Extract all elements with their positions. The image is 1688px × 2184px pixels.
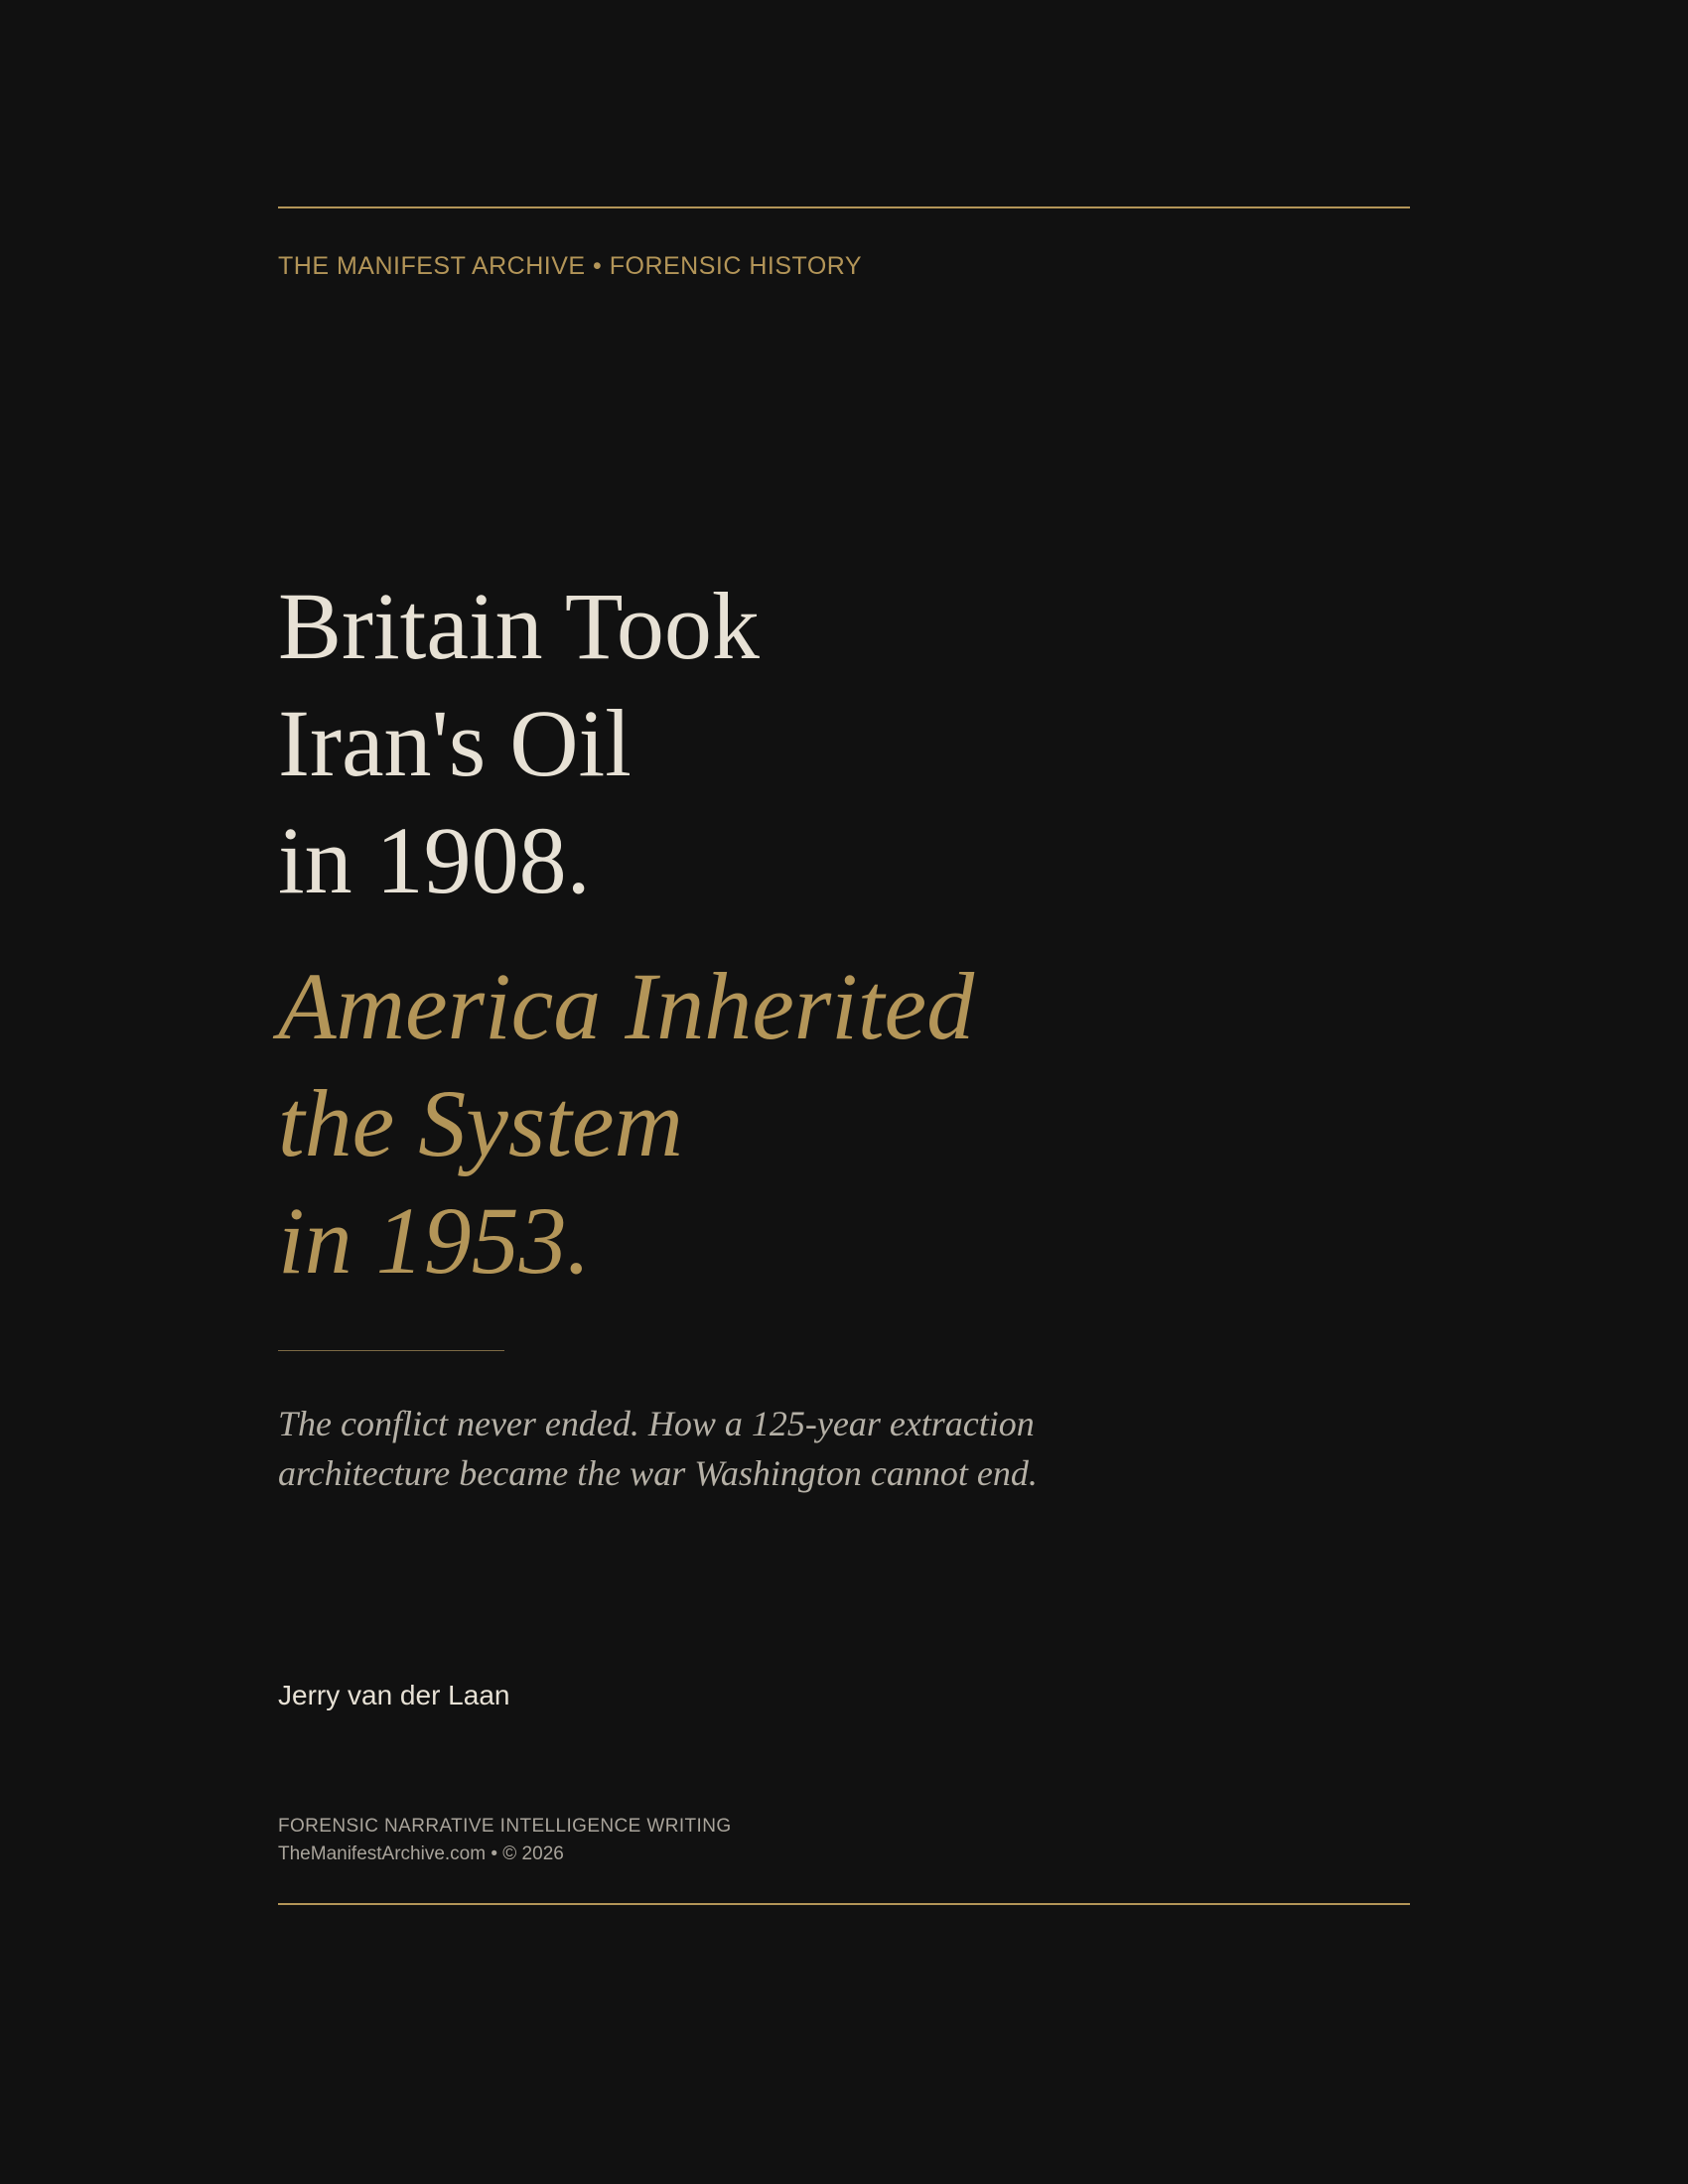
footer-site-copyright: TheManifestArchive.com • © 2026: [278, 1843, 564, 1864]
footer-tagline: FORENSIC NARRATIVE INTELLIGENCE WRITING: [278, 1816, 732, 1837]
author-name: Jerry van der Laan: [278, 1680, 510, 1710]
publication-kicker: THE MANIFEST ARCHIVE • FORENSIC HISTORY: [278, 252, 863, 280]
footer: [278, 1813, 732, 1868]
section-divider: [278, 1350, 504, 1351]
headline-accent-line-2: the System: [278, 1070, 683, 1176]
headline-accent-line-1: America Inherited: [278, 953, 975, 1059]
headline-line-3: in 1908.: [278, 807, 591, 913]
headline-line-2: Iran's Oil: [278, 690, 632, 796]
headline-line-1: Britain Took: [278, 573, 760, 679]
top-divider: [278, 206, 1410, 208]
headline-accent: [278, 948, 974, 1299]
bottom-divider: [278, 1903, 1410, 1905]
subtitle: [278, 1399, 1038, 1498]
headline-accent-line-3: in 1953.: [278, 1187, 591, 1294]
subtitle-line-2: architecture became the war Washington cannot end.: [278, 1453, 1038, 1493]
headline: [278, 568, 760, 919]
subtitle-line-1: The conflict never ended. How a 125-year extraction: [278, 1404, 1035, 1443]
